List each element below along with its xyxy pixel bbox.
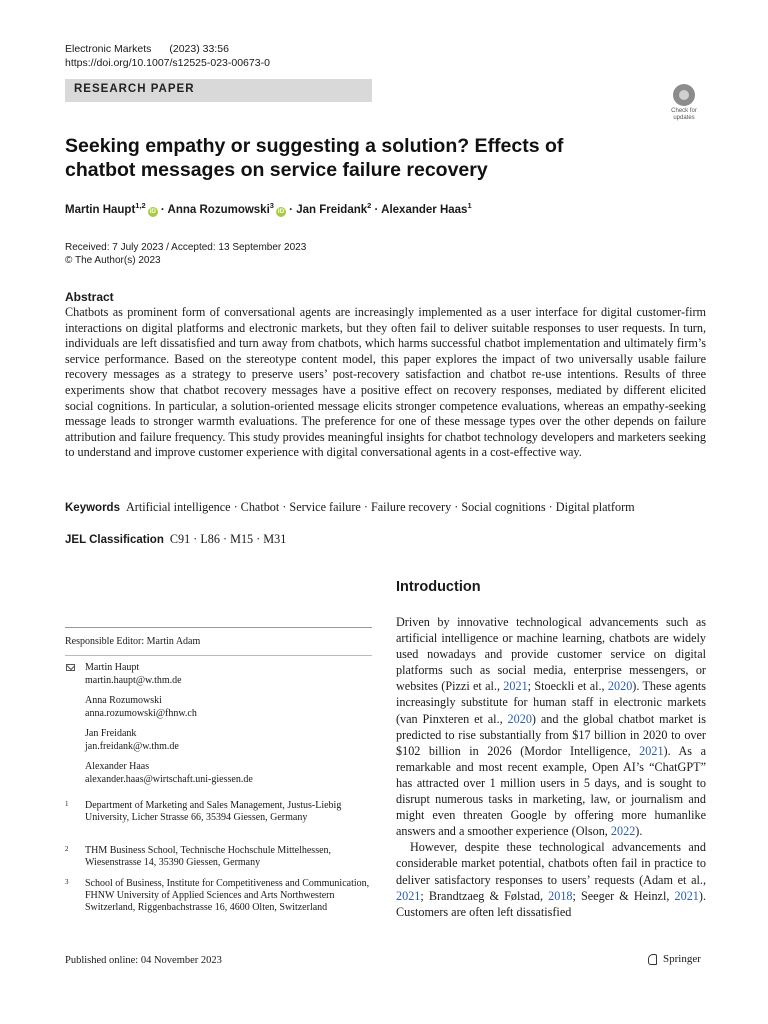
contact-entry	[85, 728, 372, 753]
citation-link[interactable]: 2020	[607, 679, 633, 694]
author-name[interactable]: Jan Freidank	[296, 203, 368, 216]
intro-text: ). As a remarkable and most recent example, Open AI’s “ChatGPT” has attracted over 1 million users in 5 days, and is sought to disrupt numerous tasks in marketing, law, or journalism and might even threaten Google by offering more humanlike answers and a smoother experience (Olson,	[396, 743, 706, 839]
jel-text: C91 · L86 · M15 · M31	[169, 532, 287, 546]
springer-horse-icon	[646, 953, 658, 965]
orcid-icon[interactable]: iD	[149, 207, 156, 215]
citation-link[interactable]: 2021	[503, 679, 528, 694]
author-affiliation-sup: 3	[269, 201, 274, 210]
affiliation	[65, 845, 372, 869]
article-type-banner	[65, 79, 372, 102]
intro-text: ; Seeger & Heinzl,	[572, 888, 675, 903]
keywords	[65, 500, 725, 515]
contact-name: Alexander Haas	[85, 761, 150, 772]
abstract-text: Chatbots as prominent form of conversational agents are increasingly implemented as a user interface for digital customer-firm interactions on digital platforms and electronic markets, but they often fail to deliver suitable responses to user requests. In turn, individuals are left dissatisfied and turn away from chatbots, which harms successful chatbot implementation and ultimately firm’s service performance. Based on the stereotype content model, this paper explores the impact of two universally usable failure recovery messages as a strategy to preserve users’ post-recovery satisfaction and chatbot re-use intentions. Results of three experiments show that chatbot recovery messages have a positive effect on recovery responses, mediated by different elicited social cognitions. In particular, a solution-oriented message elicits stronger competence evaluations, whereas an empathy-seeking message leads to stronger warmth evaluations. The preference for one of these message types over the other depends on failure attribution and failure frequency. This study provides meaningful insights for chatbot technology developers and marketers seeking to understand and improve customer experience with digital conversational agents in a cost-effective way.	[65, 305, 706, 460]
intro-text: ).	[635, 824, 643, 839]
keywords-text: Artificial intelligence · Chatbot · Service failure · Failure recovery · Social cognitions · Digital platform	[125, 500, 635, 514]
author-contacts	[65, 662, 372, 794]
citation-link[interactable]: 2021	[396, 888, 421, 903]
intro-text: ). Customers are often left dissatisfied	[396, 888, 706, 919]
contact-entry	[85, 695, 372, 720]
affiliation-text: School of Business, Institute for Competitiveness and Communication, FHNW University of Applied Sciences and Arts Northwestern Switzerland, Riggenbachstrasse 16, 4600 Olten, Switzerland	[85, 878, 370, 914]
journal-header	[65, 42, 229, 56]
author-separator: ·	[289, 203, 293, 216]
author-affiliation-sup: 1	[467, 201, 472, 210]
author-affiliation-sup: 1,2	[135, 201, 146, 210]
envelope-icon	[66, 664, 75, 671]
citation-link[interactable]: 2018	[548, 888, 573, 903]
contact-email[interactable]: alexander.haas@wirtschaft.uni-giessen.de	[85, 773, 253, 785]
affiliation	[65, 800, 372, 824]
citation-link[interactable]: 2021	[639, 743, 664, 758]
affiliation-number: 2	[65, 845, 69, 853]
contact-name: Jan Freidank	[85, 728, 137, 739]
copyright: © The Author(s) 2023	[65, 255, 161, 266]
author-name[interactable]: Anna Rozumowski	[167, 203, 270, 216]
contact-name: Martin Haupt	[85, 662, 140, 673]
citation-link[interactable]: 2020	[507, 711, 532, 726]
responsible-editor: Responsible Editor: Martin Adam	[65, 636, 201, 647]
published-date: Published online: 04 November 2023	[65, 955, 222, 966]
journal-name: Electronic Markets	[65, 43, 152, 55]
affiliation-number: 3	[65, 878, 69, 886]
abstract-heading: Abstract	[65, 290, 114, 304]
author-affiliation-sup: 2	[367, 201, 372, 210]
intro-text: ) and the global chatbot market is predicted to rise substantially from $17 billion in 2020 to over $102 billion in 2026 (Mordor Intelligence,	[396, 711, 706, 758]
intro-text: Driven by innovative technological advancements such as artificial intelligence or machine learning, chatbots are widely used nowadays and provide customer service on digital platforms such as social media, enterprise messengers, or websites (Pizzi et al.,	[396, 615, 706, 694]
author-separator: ·	[374, 203, 379, 216]
intro-paragraph	[396, 614, 706, 839]
received-accepted: Received: 7 July 2023 / Accepted: 13 September 2023	[65, 242, 307, 253]
orcid-icon[interactable]: iD	[277, 207, 285, 215]
publisher-logo[interactable]	[646, 953, 701, 965]
author-name[interactable]: Alexander Haas	[381, 203, 468, 216]
keywords-label: Keywords	[65, 502, 120, 514]
introduction-heading: Introduction	[396, 579, 481, 595]
affiliation-text: Department of Marketing and Sales Management, Justus-Liebig University, Licher Strasse 66, 35394 Giessen, Germany	[85, 800, 342, 824]
citation-link[interactable]: 2022	[610, 824, 636, 839]
check-updates-icon	[673, 84, 695, 106]
author-separator: ·	[160, 203, 165, 216]
doi-link[interactable]: https://doi.org/10.1007/s12525-023-00673-0	[65, 57, 270, 69]
contact-name: Anna Rozumowski	[85, 695, 162, 706]
paper-title: Seeking empathy or suggesting a solution? Effects of chatbot messages on service failure recovery	[65, 135, 564, 181]
contact-entry	[85, 761, 372, 786]
check-updates-label: Check for updates	[671, 108, 697, 121]
jel-label: JEL Classification	[65, 534, 164, 546]
footnote-divider	[65, 655, 372, 656]
intro-text: ; Stoeckli et al.,	[527, 679, 608, 694]
contact-email[interactable]: anna.rozumowski@fhnw.ch	[85, 707, 197, 719]
journal-volume: (2023) 33:56	[169, 43, 229, 55]
intro-paragraph	[396, 839, 706, 919]
publisher-name: Springer	[663, 953, 701, 965]
contact-email[interactable]: jan.freidank@w.thm.de	[85, 740, 179, 752]
affiliation-number: 1	[65, 800, 69, 808]
intro-text: ; Brandtzaeg & Følstad,	[420, 888, 549, 903]
introduction-body	[396, 614, 706, 920]
footnote-divider	[65, 627, 372, 628]
affiliation-text: THM Business School, Technische Hochschule Mittelhessen, Wiesenstrasse 14, 35390 Giessen, Germany	[85, 845, 332, 869]
author-list	[65, 201, 472, 217]
article-type-label: RESEARCH PAPER	[74, 83, 195, 95]
article-dates	[65, 241, 306, 267]
intro-text: However, despite these technological advancements and considerable market potential, chatbots often fail in practice to deliver satisfactory responses to users’ requests (Adam et al.,	[396, 840, 706, 887]
contact-email[interactable]: martin.haupt@w.thm.de	[85, 674, 182, 686]
contact-entry	[85, 662, 372, 687]
author-name[interactable]: Martin Haupt	[65, 203, 136, 216]
check-for-updates-badge[interactable]	[664, 84, 704, 124]
affiliation	[65, 878, 372, 915]
citation-link[interactable]: 2021	[674, 888, 699, 903]
jel-classification	[65, 532, 286, 547]
intro-text: ). These agents increasingly substitute for human staff in electronic markets (van Pinxteren et al.,	[396, 679, 707, 726]
